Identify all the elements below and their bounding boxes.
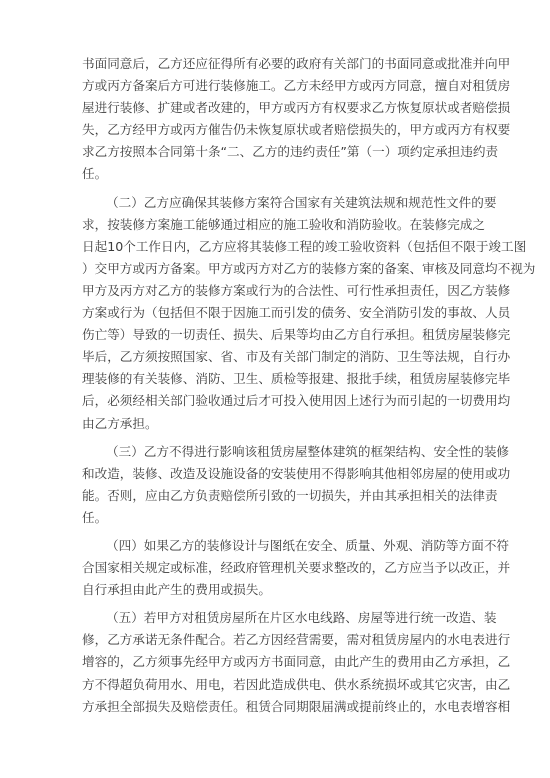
text-line: 理装修的有关装修、消防、卫生、质检等报建、报批手续，租赁房屋装修完毕 — [82, 371, 511, 387]
text-line: 能。否则，应由乙方负责赔偿所引致的一切损失，并由其承担相关的法律责 — [82, 487, 498, 503]
text-line: （五）若甲方对租赁房屋所在片区水电线路、房屋等进行统一改造、装 — [106, 610, 497, 626]
text-line: （三）乙方不得进行影响该租赁房屋整体建筑的框架结构、安全性的装修 — [106, 443, 509, 459]
text-line: 任。 — [82, 166, 108, 182]
text-line: 屋进行装修、扩建或者改建的，甲方或丙方有权要求乙方恢复原状或者赔偿损 — [82, 100, 511, 116]
paragraph-3 — [82, 443, 511, 525]
text-line: 毕后，乙方须按照国家、省、市及有关部门制定的消防、卫生等法规，自行办 — [82, 349, 511, 365]
text-line: 由乙方承担。 — [82, 415, 158, 431]
paragraph-1 — [82, 56, 511, 182]
text-line: 伤亡等）导致的一切责任、损失、后果等均由乙方自行承担。租赁房屋装修完 — [82, 327, 511, 343]
paragraph-4 — [82, 537, 511, 598]
text-line: 自行承担由此产生的费用或损失。 — [82, 582, 271, 598]
text-line: 任。 — [82, 509, 108, 525]
text-line: 日起10个工作日内，乙方应将其装修工程的竣工验收资料（包括但不限于竣工图 — [82, 238, 527, 254]
text-line: 方案或行为（包括但不限于因施工而引发的债务、安全消防引发的事故、人员 — [82, 305, 511, 321]
text-line: 合国家相关规定或标准，经政府管理机关要求整改的，乙方应当予以改正，并 — [82, 560, 511, 576]
contract-body — [82, 56, 536, 722]
text-line: 修，乙方承诺无条件配合。若乙方因经营需要，需对租赁房屋内的水电表进行 — [82, 632, 511, 648]
text-line: 失，乙方经甲方或丙方催告仍未恢复原状或者赔偿损失的，甲方或丙方有权要 — [82, 122, 511, 138]
paragraph-2 — [82, 194, 536, 431]
text-line: （二）乙方应确保其装修方案符合国家有关建筑法规和规范性文件的要 — [106, 194, 497, 210]
text-line: 求乙方按照本合同第十条“二、乙方的违约责任”第（一）项约定承担违约责 — [82, 144, 499, 160]
text-line: 和改造，装修、改造及设施设备的安装使用不得影响其他相邻房屋的使用或功 — [82, 465, 511, 481]
text-line: 后，必须经相关部门验收通过后才可投入使用因上述行为而引起的一切费用均 — [82, 393, 511, 409]
text-line: 方或丙方备案后方可进行装修施工。乙方未经甲方或丙方同意，擅自对租赁房 — [82, 78, 511, 94]
paragraph-5 — [82, 610, 511, 714]
text-line: 求，按装修方案施工能够通过相应的施工验收和消防验收。在装修完成之 — [82, 216, 485, 232]
text-line: 方不得超负荷用水、用电，若因此造成供电、供水系统损坏或其它灾害，由乙 — [82, 676, 511, 692]
text-line: ）交甲方或丙方备案。甲方或丙方对乙方的装修方案的备案、审核及同意均不视为 — [82, 260, 536, 276]
text-line: 增容的，乙方须事先经甲方或丙方书面同意，由此产生的费用由乙方承担，乙 — [82, 654, 511, 670]
text-line: 甲方及丙方对乙方的装修方案或行为的合法性、可行性承担责任，因乙方装修 — [82, 282, 511, 298]
text-line: （四）如果乙方的装修设计与图纸在安全、质量、外观、消防等方面不符 — [106, 537, 509, 553]
text-line: 方承担全部损失及赔偿责任。租赁合同期限届满或提前终止的，水电表增容相 — [82, 698, 511, 714]
text-line: 书面同意后，乙方还应征得所有必要的政府有关部门的书面同意或批准并向甲 — [82, 56, 511, 71]
